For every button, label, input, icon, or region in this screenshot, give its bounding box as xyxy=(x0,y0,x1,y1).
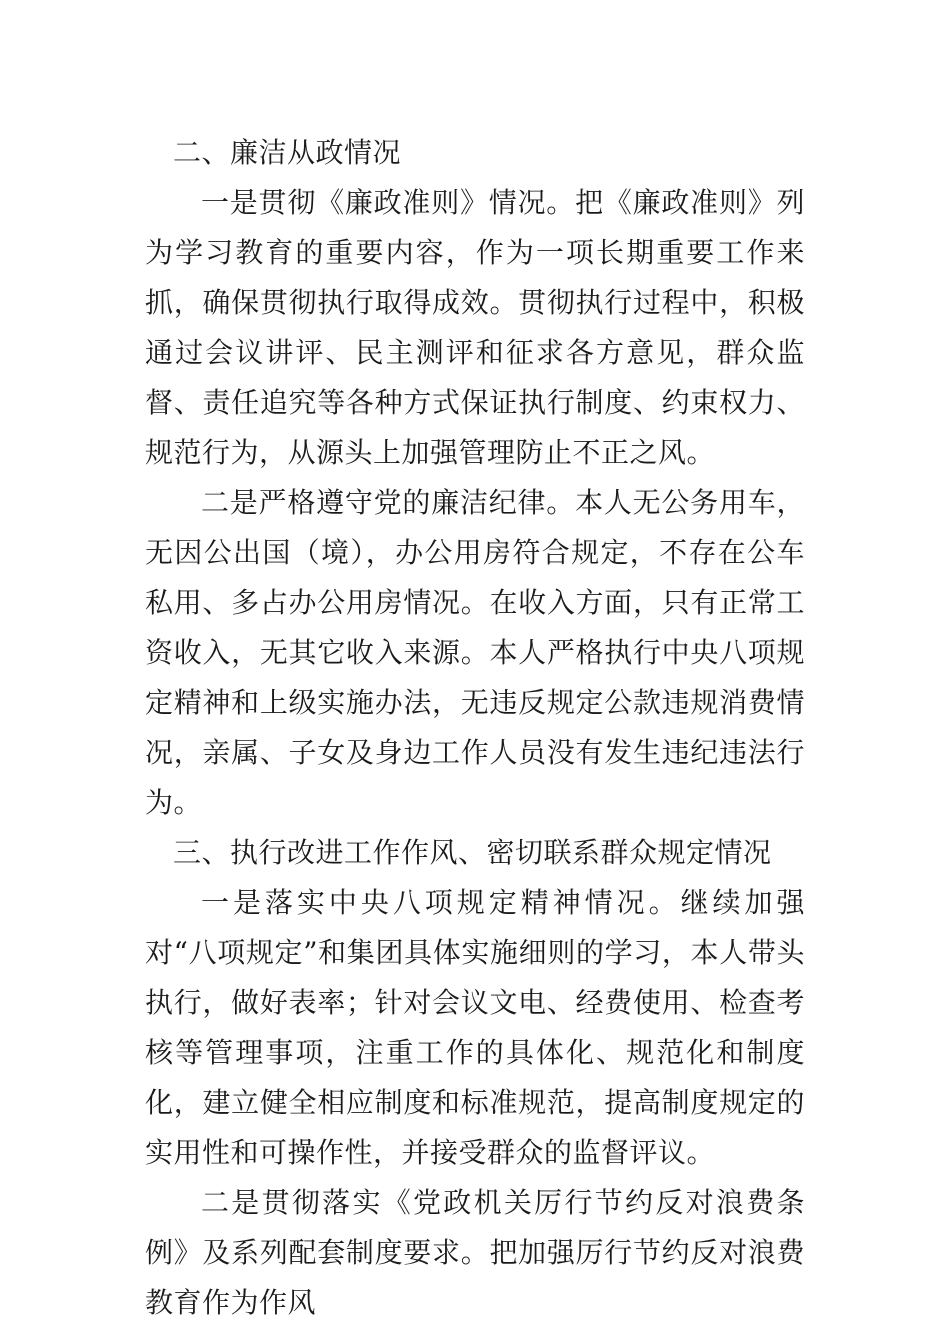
section-heading-2: 二、廉洁从政情况 xyxy=(173,136,402,169)
paragraph-3-1: 一是落实中央八项规定精神情况。继续加强对“八项规定”和集团具体实施细则的学习，本人带头执行，做好表率；针对会议文电、经费使用、检查考核等管理事项，注重工作的具体化、规范化和制度化，建立健全相应制度和标准规范，提高制度规定的实用性和可操作性，并接受群众的监督评议。 xyxy=(145,886,805,1169)
paragraph-3-2: 二是贯彻落实《党政机关厉行节约反对浪费条例》及系列配套制度要求。把加强厉行节约反对浪费教育作为作风 xyxy=(145,1186,805,1319)
document-body xyxy=(145,128,805,1328)
section-heading-3: 三、执行改进工作作风、密切联系群众规定情况 xyxy=(173,836,772,869)
paragraph-2-1: 一是贯彻《廉政准则》情况。把《廉政准则》列为学习教育的重要内容，作为一项长期重要工作来抓，确保贯彻执行取得成效。贯彻执行过程中，积极通过会议讲评、民主测评和征求各方意见，群众监督、责任追究等各种方式保证执行制度、约束权力、规范行为，从源头上加强管理防止不正之风。 xyxy=(145,186,805,469)
paragraph-2-2: 二是严格遵守党的廉洁纪律。本人无公务用车，无因公出国（境），办公用房符合规定，不存在公车私用、多占办公用房情况。在收入方面，只有正常工资收入，无其它收入来源。本人严格执行中央八项规定精神和上级实施办法，无违反规定公款违规消费情况，亲属、子女及身边工作人员没有发生违纪违法行为。 xyxy=(145,486,805,819)
